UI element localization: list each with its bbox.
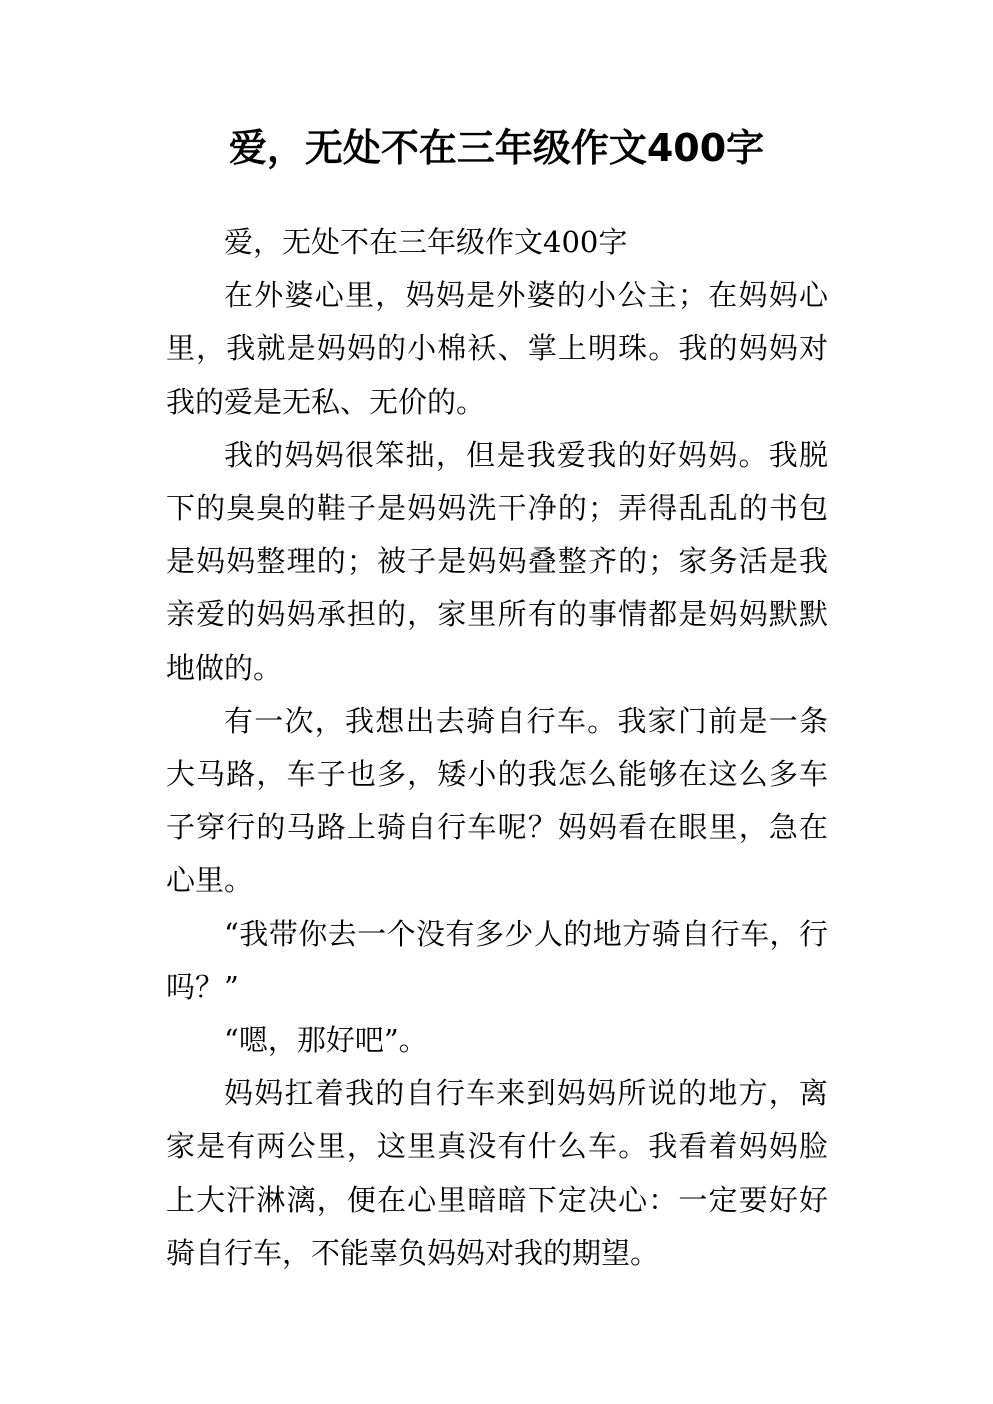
document-title: 爱，无处不在三年级作文400字 [228, 126, 765, 170]
paragraph-4: 妈妈扛着我的自行车来到妈妈所说的地方，离家是有两公里，这里真没有什么车。我看着妈妈脸上大汗淋漓，便在心里暗暗下定决心：一定要好好骑自行车，不能辜负妈妈对我的期望。 [166, 1076, 828, 1270]
paragraph-heading-repeat: 爱，无处不在三年级作文400字 [224, 225, 628, 259]
paragraph-3: 有一次，我想出去骑自行车。我家门前是一条大马路，车子也多，矮小的我怎么能够在这么多车子穿行的马路上骑自行车呢？妈妈看在眼里，急在心里。 [166, 703, 828, 898]
paragraph-dialogue-1: “我带你去一个没有多少人的地方骑自行车，行吗？” [166, 916, 828, 1004]
paragraph-1: 在外婆心里，妈妈是外婆的小公主；在妈妈心里，我就是妈妈的小棉袄、掌上明珠。我的妈妈对我的爱是无私、无价的。 [166, 278, 828, 419]
paragraph-2: 我的妈妈很笨拙，但是我爱我的好妈妈。我脱下的臭臭的鞋子是妈妈洗干净的；弄得乱乱的书包是妈妈整理的；被子是妈妈叠整齐的；家务活是我亲爱的妈妈承担的，家里所有的事情都是妈妈默默地做的。 [166, 437, 828, 685]
document-body [166, 216, 828, 1280]
paragraph-dialogue-2: “嗯，那好吧”。 [224, 1023, 428, 1058]
